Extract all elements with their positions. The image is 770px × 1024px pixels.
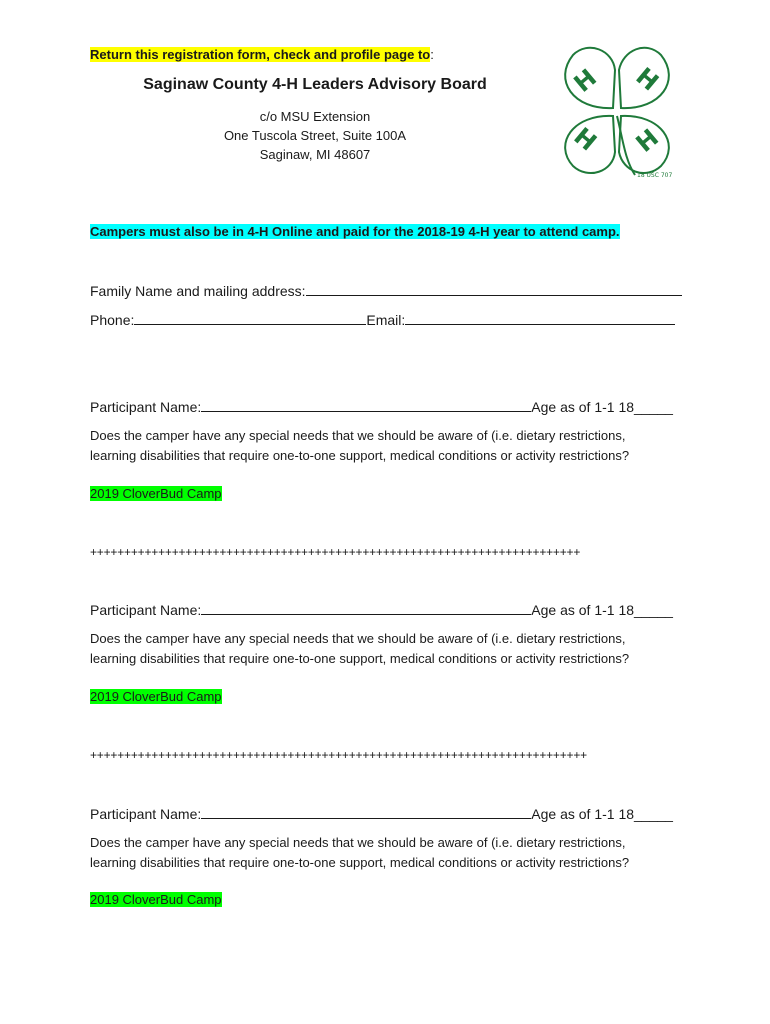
- four-leaf-clover-4h-icon: [553, 40, 683, 185]
- camp-label-3: [90, 892, 222, 907]
- participant-name-label: Participant Name:: [90, 806, 202, 822]
- special-needs-question-2: learning disabilities that require one-to-one support, medical conditions or activity restrictions?: [90, 855, 630, 870]
- participant-1-name-row: [90, 399, 673, 415]
- logo-caption: 18 USC 707: [637, 172, 673, 179]
- age-label: Age as of 1-1 18_____: [531, 399, 673, 415]
- svg-text:H: H: [568, 122, 602, 157]
- phone-label: Phone:: [90, 312, 135, 328]
- special-needs-question-2: learning disabilities that require one-to-one support, medical conditions or activity restrictions?: [90, 651, 630, 666]
- online-notice-text: Campers must also be in 4-H Online and paid for the 2018-19 4-H year to attend camp.: [90, 224, 620, 239]
- participant-name-label: Participant Name:: [90, 399, 202, 415]
- email-field[interactable]: [405, 312, 675, 325]
- svg-text:H: H: [568, 63, 602, 98]
- four-leaf-clover-4h-logo: [553, 40, 683, 185]
- separator-1: ++++++++++++++++++++++++++++++++++++++++++++++++++++++++++++++++++++++++: [90, 545, 581, 559]
- contact-row: [90, 312, 680, 328]
- svg-text:H: H: [630, 62, 664, 97]
- family-name-field[interactable]: [306, 283, 682, 296]
- email-label: Email:: [366, 312, 406, 328]
- special-needs-question-1: Does the camper have any special needs that we should be aware of (i.e. dietary restrictions,: [90, 631, 626, 646]
- address-line-2: One Tuscola Street, Suite 100A: [223, 128, 407, 143]
- participant-2-name-row: [90, 602, 673, 618]
- participant-2-name-field[interactable]: [201, 602, 531, 615]
- camp-label-2: [90, 689, 222, 704]
- age-label: Age as of 1-1 18_____: [531, 602, 673, 618]
- return-note: Return this registration form, check and profile page to: [90, 47, 431, 62]
- address-line-1: c/o MSU Extension: [259, 109, 371, 124]
- participant-3-name-row: [90, 806, 673, 822]
- special-needs-question-1: Does the camper have any special needs that we should be aware of (i.e. dietary restrictions,: [90, 835, 626, 850]
- participant-3-name-field[interactable]: [201, 806, 531, 819]
- return-instruction: [90, 47, 434, 62]
- camp-label-text: 2019 CloverBud Camp: [90, 892, 222, 907]
- return-colon: :: [430, 47, 434, 62]
- special-needs-question-2: learning disabilities that require one-to-one support, medical conditions or activity restrictions?: [90, 448, 630, 463]
- svg-text:H: H: [630, 123, 664, 158]
- online-notice: [90, 224, 620, 239]
- participant-1-name-field[interactable]: [201, 399, 531, 412]
- camp-label-1: [90, 486, 222, 501]
- age-label: Age as of 1-1 18_____: [531, 806, 673, 822]
- participant-name-label: Participant Name:: [90, 602, 202, 618]
- family-name-label: Family Name and mailing address:: [90, 283, 306, 299]
- family-name-row: [90, 283, 680, 299]
- phone-field[interactable]: [134, 312, 366, 325]
- org-name: Saginaw County 4-H Leaders Advisory Board: [143, 76, 487, 93]
- address-line-3: Saginaw, MI 48607: [259, 147, 371, 162]
- separator-2: +++++++++++++++++++++++++++++++++++++++++++++++++++++++++++++++++++++++++: [90, 748, 587, 762]
- camp-label-text: 2019 CloverBud Camp: [90, 689, 222, 704]
- camp-label-text: 2019 CloverBud Camp: [90, 486, 222, 501]
- special-needs-question-1: Does the camper have any special needs that we should be aware of (i.e. dietary restrictions,: [90, 428, 626, 443]
